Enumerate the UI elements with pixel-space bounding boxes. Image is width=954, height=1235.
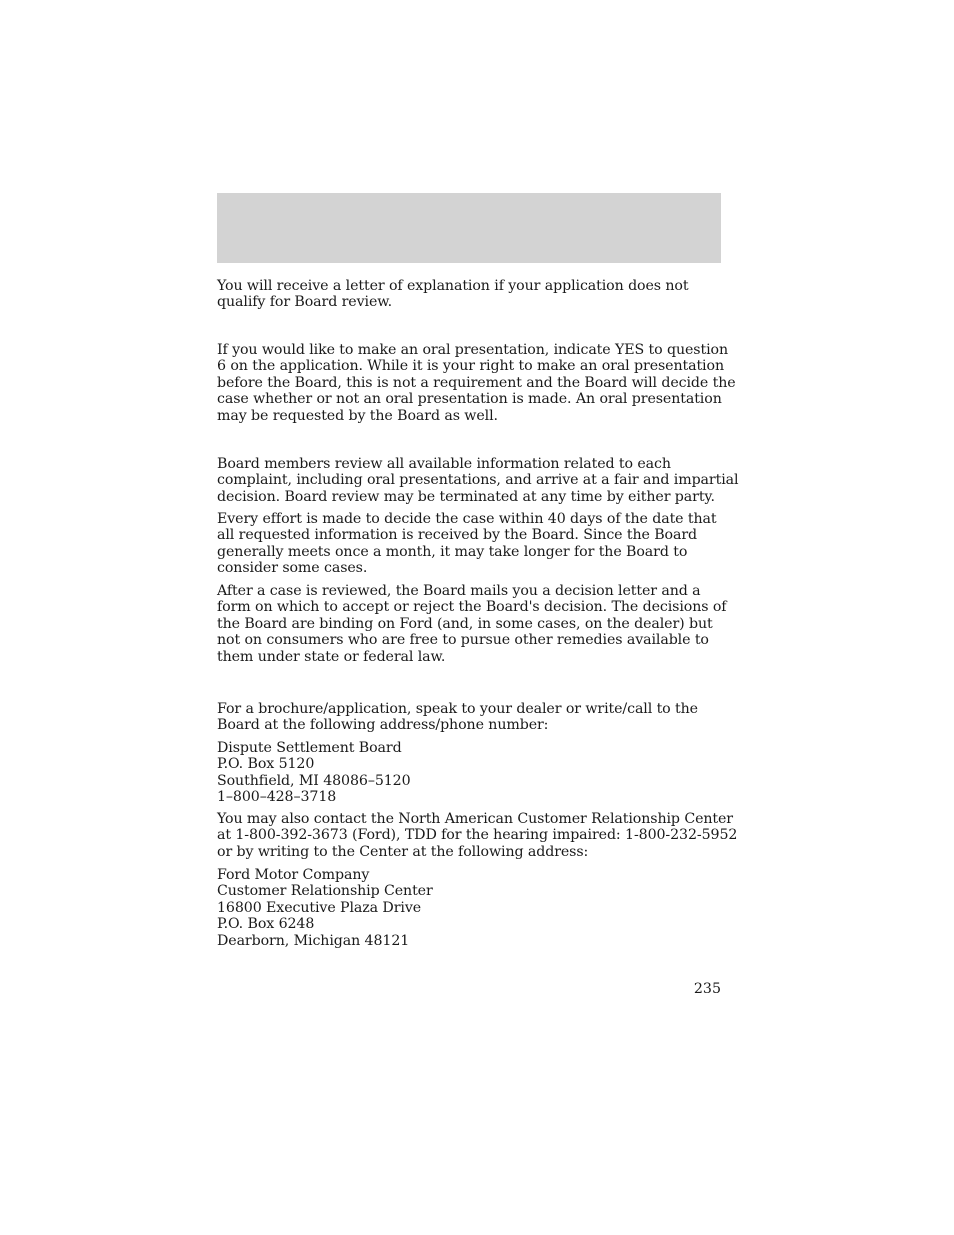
page-number: 235	[693, 981, 721, 997]
paragraph-oral-presentation: If you would like to make an oral presentation, indicate YES to question 6 on the application. While it is your right to make an oral presentation before the Board, this is not a requirement and the Board will decide the case whether or not an oral presentation is made. An oral presentation may be requested by the Board as well.	[217, 342, 736, 424]
address-dispute-settlement-board: Dispute Settlement Board P.O. Box 5120 Southfield, MI 48086–5120 1–800–428–3718	[217, 740, 411, 806]
paragraph-board-review: Board members review all available information related to each complaint, including oral presentations, and arrive at a fair and impartial decision. Board review may be terminated at any time by either party.	[217, 456, 739, 505]
paragraph-decision-letter: After a case is reviewed, the Board mails you a decision letter and a form on which to accept or reject the Board's decision. The decisions of the Board are binding on Ford (and, in some cases, on the dealer) but not on consumers who are free to pursue other remedies available to them under state or federal law.	[217, 583, 727, 665]
paragraph-decision-time: Every effort is made to decide the case within 40 days of the date that all requested information is received by the Board. Since the Board generally meets once a month, it may take longer for the Board to consider some cases.	[217, 511, 717, 577]
paragraph-customer-relationship-center: You may also contact the North American Customer Relationship Center at 1-800-392-3673 (Ford), TDD for the hearing impaired: 1-800-232-5952 or by writing to the Center at the following address:	[217, 811, 738, 860]
paragraph-brochure: For a brochure/application, speak to your dealer or write/call to the Board at the following address/phone number:	[217, 701, 698, 734]
section-header-band	[217, 193, 721, 263]
paragraph-not-qualify: You will receive a letter of explanation if your application does not qualify for Board review.	[217, 278, 689, 311]
address-ford-motor-company: Ford Motor Company Customer Relationship Center 16800 Executive Plaza Drive P.O. Box 6248 Dearborn, Michigan 48121	[217, 867, 433, 949]
